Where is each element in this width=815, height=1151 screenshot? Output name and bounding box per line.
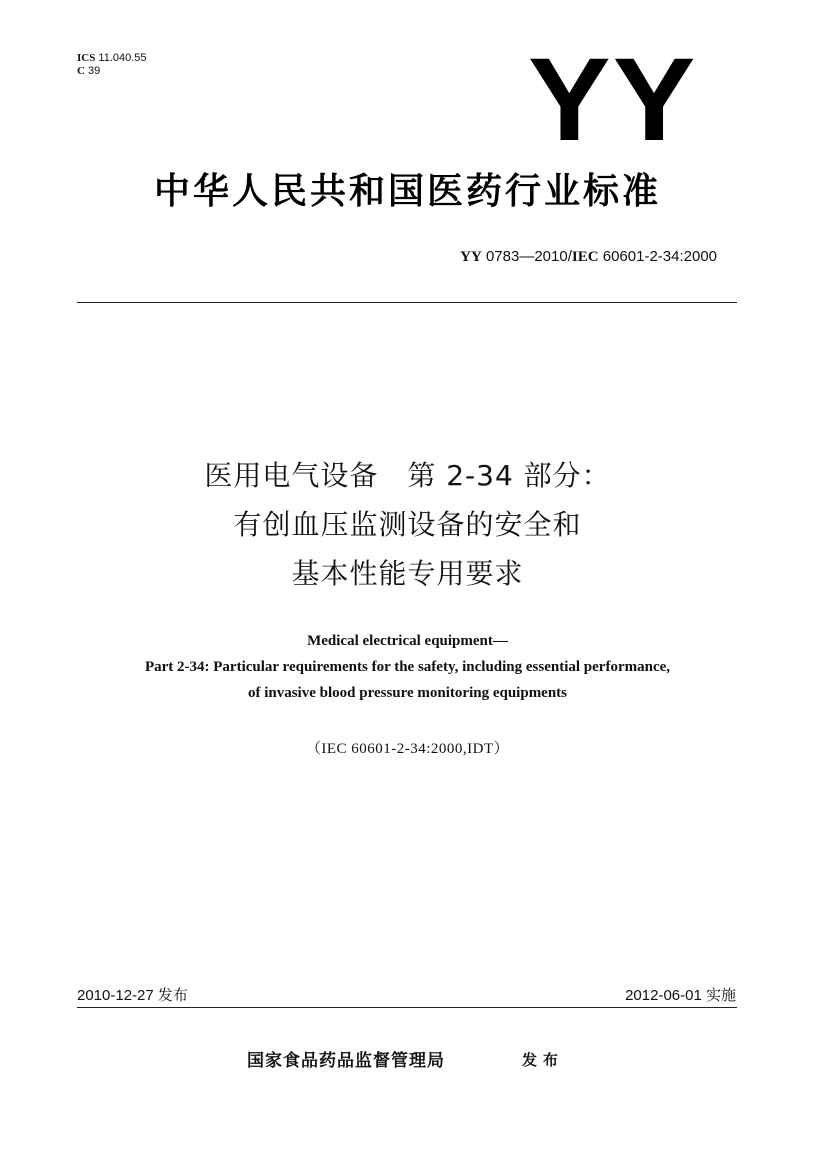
english-title-line1: Medical electrical equipment— [307, 633, 508, 649]
standard-prefix: YY [460, 249, 482, 265]
chinese-title-line1: 医用电气设备 第 2-34 部分： [204, 459, 611, 492]
standard-code: 0783—2010/ [485, 248, 572, 265]
english-title-line3: of invasive blood pressure monitoring equipments [247, 685, 568, 701]
implementation-date: 2012-06-01 实施 [625, 987, 736, 1004]
ccs-line [77, 65, 147, 78]
ccs-label: C [77, 65, 85, 77]
top-divider [77, 302, 737, 303]
english-title [40, 628, 775, 706]
iec-prefix: IEC [571, 249, 599, 265]
ccs-code: 39 [88, 65, 101, 77]
chinese-title-line3: 基本性能专用要求 [291, 557, 524, 590]
standard-logo: YY [528, 34, 698, 166]
ics-code: 11.040.55 [98, 52, 147, 64]
chinese-title [60, 451, 755, 598]
ics-line [77, 52, 147, 65]
chinese-title-line2: 有创血压监测设备的安全和 [233, 508, 582, 541]
issuing-authority: 国家食品药品监督管理局 [247, 1051, 445, 1071]
iec-reference: （IEC 60601-2-34:2000,IDT） [305, 741, 510, 757]
english-title-line2: Part 2-34: Particular requirements for the safety, including essential performance, [144, 659, 671, 675]
org-title: 中华人民共和国医药行业标准 [153, 171, 661, 212]
issue-action: 发布 [522, 1051, 565, 1069]
iec-code: 60601-2-34:2000 [602, 248, 717, 265]
issue-date: 2010-12-27 发布 [77, 987, 188, 1004]
standard-number [460, 248, 717, 266]
classification-codes [77, 52, 147, 78]
ics-label: ICS [77, 52, 96, 64]
bottom-divider [77, 1007, 737, 1008]
